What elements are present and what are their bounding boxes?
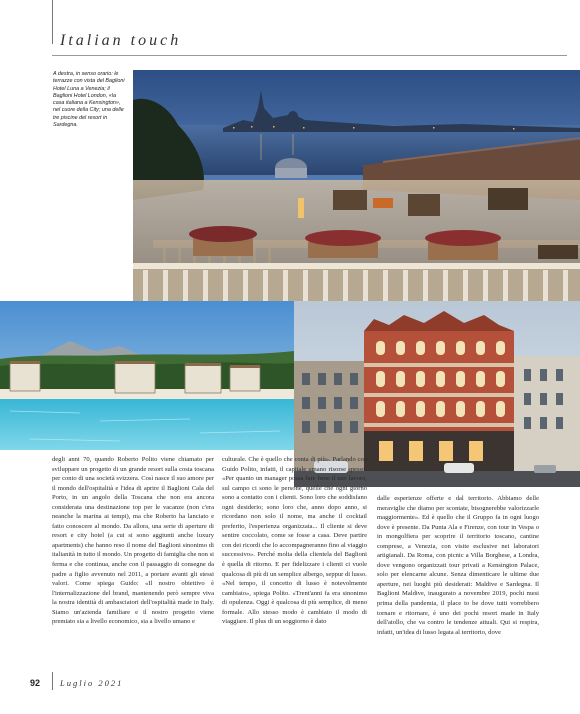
header-divider (52, 55, 567, 56)
section-title: Italian touch (60, 32, 182, 49)
article-column-3 (377, 494, 539, 637)
terrace-venice-photo (133, 70, 580, 301)
header-vertical-rule (52, 0, 53, 44)
article-column-2 (222, 455, 367, 627)
article-paragraph: culturale. Che è quello che conta di più». Parlando con Guido Polito, infatti, il capitale umano risorse spesso. «Per quanto un manager possa fare bene il suo lavoro, sul campo ci sono le persone, quelle che ogni giorno sono a contatto con i clienti. Sono loro che soddisfano ogni desiderio; sono loro che, anno dopo anno, si ricordano non solo il nome, ma anche il cocktail preferito, l'esperienza organizzata... Il cliente si deve sentire coccolato, come se fosse a casa. Deve partire con dei ricordi che lo accompagneranno fino al viaggio successivo». Perché molta della clientela del Baglioni è quella di ritorno. E per fidelizzare i clienti ci vuole qualcosa di più di un semplice albergo, seppur di lusso. (222, 456, 367, 578)
article-column-1 (52, 455, 214, 627)
footer-vertical-rule (52, 672, 53, 690)
pool-sardinia-photo (0, 301, 294, 450)
article-paragraph: dalle esperienze offerte e dal territorio. Abbiamo delle meraviglie che diamo per scontate, bisognerebbe valorizzarle maggiormente». Ed è quello che il Gruppo fa in ogni luogo dove è presente. Da Punta Ala e Firenze, con tour in Vespa o in mongolfiera per scoprire il territorio toscano, cantine comprese, a Venezia, con visite esclusive nei laboratori artigianali. Da Roma, con picnic a Villa Borghese, a Londra, dove vengono organizzati tour privati a Kensington Palace, solo per elencarne alcune. Senza dimenticare le ultime due aperture, nei luoghi più desiderati: Maldive e Sardegna. Il Baglioni Maldive, inaugurato a novembre 2019, pochi mesi prima della pandemia, il place to be dove tutti vorrebbero tornare e ritornare, è uno dei pochi resort made in Italy dell'atollo, che va contro le tendenze attuali. Qui si respira, infatti, un'idea di lusso legata al territorio, dove (377, 495, 539, 636)
article-paragraph: «Nel tempo, il concetto di lusso è notevolmente cambiato», spiega Polito. «Trent'anni fa era sinonimo di opulenza. Oggi è qualcosa di più semplice, di meno formale. Allo stesso modo è cambiato il modo di viaggiare. Il plus di un soggiorno è dato (222, 580, 367, 626)
page-number: 92 (30, 678, 41, 688)
issue-date: Luglio 2021 (60, 678, 124, 688)
article-paragraph: degli anni 70, quando Roberto Polito viene chiamato per sviluppare un progetto di un grande resort sulla costa toscana per conto di una società svizzera. Così nasce il suo amore per il mondo dell'ospitalità e l'idea di aprire il Baglioni Cala del Porto, in un angolo della Toscana che non era ancora considerata una destinazione top per le vacanze (non c'era neanche la marina ai tempi), ma che Roberto ha lanciato e fatto conoscere al mondo. Da allora, una serie di aperture di resort e city hotel (a cui si sono aggiunti anche luxury apartments) che hanno reso il nome del Baglioni sinonimo di italianità in tutto il mondo. Un progetto di famiglia che non si ferma e che continua, anche con il passaggio di consegne da padre a figlio avvenuto nel 2011, a portare avanti gli stessi valori. Come spiega Guido: «Il nostro obiettivo è l'internalizzazione del brand, mantenendo però sempre viva la nostra identità di ambasciatori dell'ospitalità made in Italy. Siamo un'azienda familiare e il nostro progetto viene premiato sia a livello economico, sia a livello umano e (52, 456, 214, 626)
photo-caption: A destra, in senso orario: le terrazze con vista del Baglioni Hotel Luna a Venezia; il Baglioni Hotel London, «la casa italiana a Kensington», nel cuore della City; una delle tre piscine del resort in Sardegna. (53, 71, 125, 129)
